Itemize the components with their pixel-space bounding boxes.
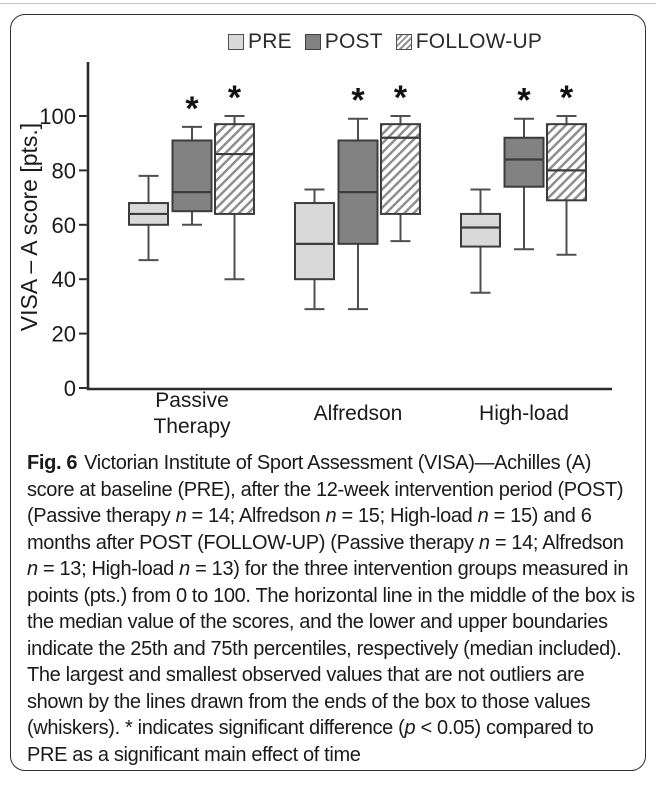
caption-text-segment: n — [325, 505, 337, 527]
caption-text-segment: n — [478, 531, 490, 554]
significance-asterisk: * — [517, 81, 531, 120]
caption-text-segment: n — [477, 505, 489, 527]
post-swatch-icon — [305, 34, 321, 50]
legend-label-follow-up: FOLLOW-UP — [415, 30, 543, 53]
boxplot-chart — [0, 55, 656, 440]
significance-asterisk: * — [351, 81, 365, 120]
caption-text-segment: = 15) and 6 months after POST (FOLLOW-UP) (Passive therapy — [27, 505, 592, 554]
caption-text-segment: = 13; High-load — [37, 558, 180, 580]
significance-asterisk: * — [559, 79, 574, 117]
legend-item-follow-up — [396, 30, 542, 54]
caption-text-segment: p — [404, 717, 416, 739]
legend-item-pre — [228, 30, 292, 54]
page-top-divider — [0, 3, 656, 4]
caption-text-segment: = 15; High-load — [336, 505, 478, 527]
x-group-label-high-load: High-load — [479, 402, 569, 425]
caption-figure-label: Fig. 6 — [27, 452, 78, 474]
caption-text-segment: n — [175, 505, 187, 527]
legend-label-pre: PRE — [248, 30, 292, 53]
box-follow-up-high-load — [547, 124, 586, 200]
legend-label-post: POST — [324, 30, 383, 53]
caption-text-segment: n — [27, 558, 38, 580]
y-tick-label: 60 — [51, 212, 76, 238]
caption-text-segment: = 14; Alfredson — [186, 505, 326, 527]
x-group-label-alfredson: Alfredson — [313, 402, 403, 425]
x-group-label-passive-therapy: Therapy — [153, 415, 231, 438]
box-pre-high-load — [461, 214, 500, 247]
caption-text-segment: = 13) for the three intervention groups measured in points (pts.) from 0 to 100. The horizontal line in the middle of the box is the median value of the scores, and the lower and upper boundaries indicate the 25th and 75th percentiles, respectively (median included). The largest and smallest observed values that are not outliers are shown by the lines drawn from the ends of the box to those values (whiskers). * indicates significant difference ( — [27, 558, 635, 739]
y-tick-label: 0 — [63, 376, 76, 401]
y-tick-label: 80 — [51, 158, 76, 184]
chart-legend — [228, 30, 542, 54]
box-post-high-load — [505, 138, 544, 187]
legend-item-post — [305, 30, 383, 54]
caption-text-segment: n — [179, 558, 190, 580]
caption-text-segment: = 14; Alfredson — [489, 531, 624, 554]
significance-asterisk: * — [227, 79, 242, 117]
box-pre-alfredson — [295, 203, 334, 279]
y-tick-label: 40 — [51, 267, 76, 293]
caption-text-segment: Victorian Institute of Sport Assessment (VISA)—Achilles (A) score at baseline (PRE), after the 12-week intervention period (POST) (Passive therapy — [27, 452, 624, 527]
y-tick-label: 20 — [51, 321, 76, 347]
pre-swatch-icon — [228, 34, 244, 50]
y-tick-label: 100 — [39, 104, 76, 129]
y-axis-title: VISA – A score [pts.] — [16, 122, 42, 332]
box-follow-up-passive-therapy — [215, 124, 254, 214]
caption-text-segment: < 0.05) compared to PRE as a significant main effect of time — [27, 717, 594, 766]
significance-asterisk: * — [393, 79, 408, 117]
follow-up-swatch-icon — [396, 34, 412, 50]
x-group-label-passive-therapy: Passive — [155, 389, 229, 412]
significance-asterisk: * — [185, 89, 199, 128]
figure-caption — [27, 450, 635, 768]
box-post-passive-therapy — [173, 140, 212, 211]
